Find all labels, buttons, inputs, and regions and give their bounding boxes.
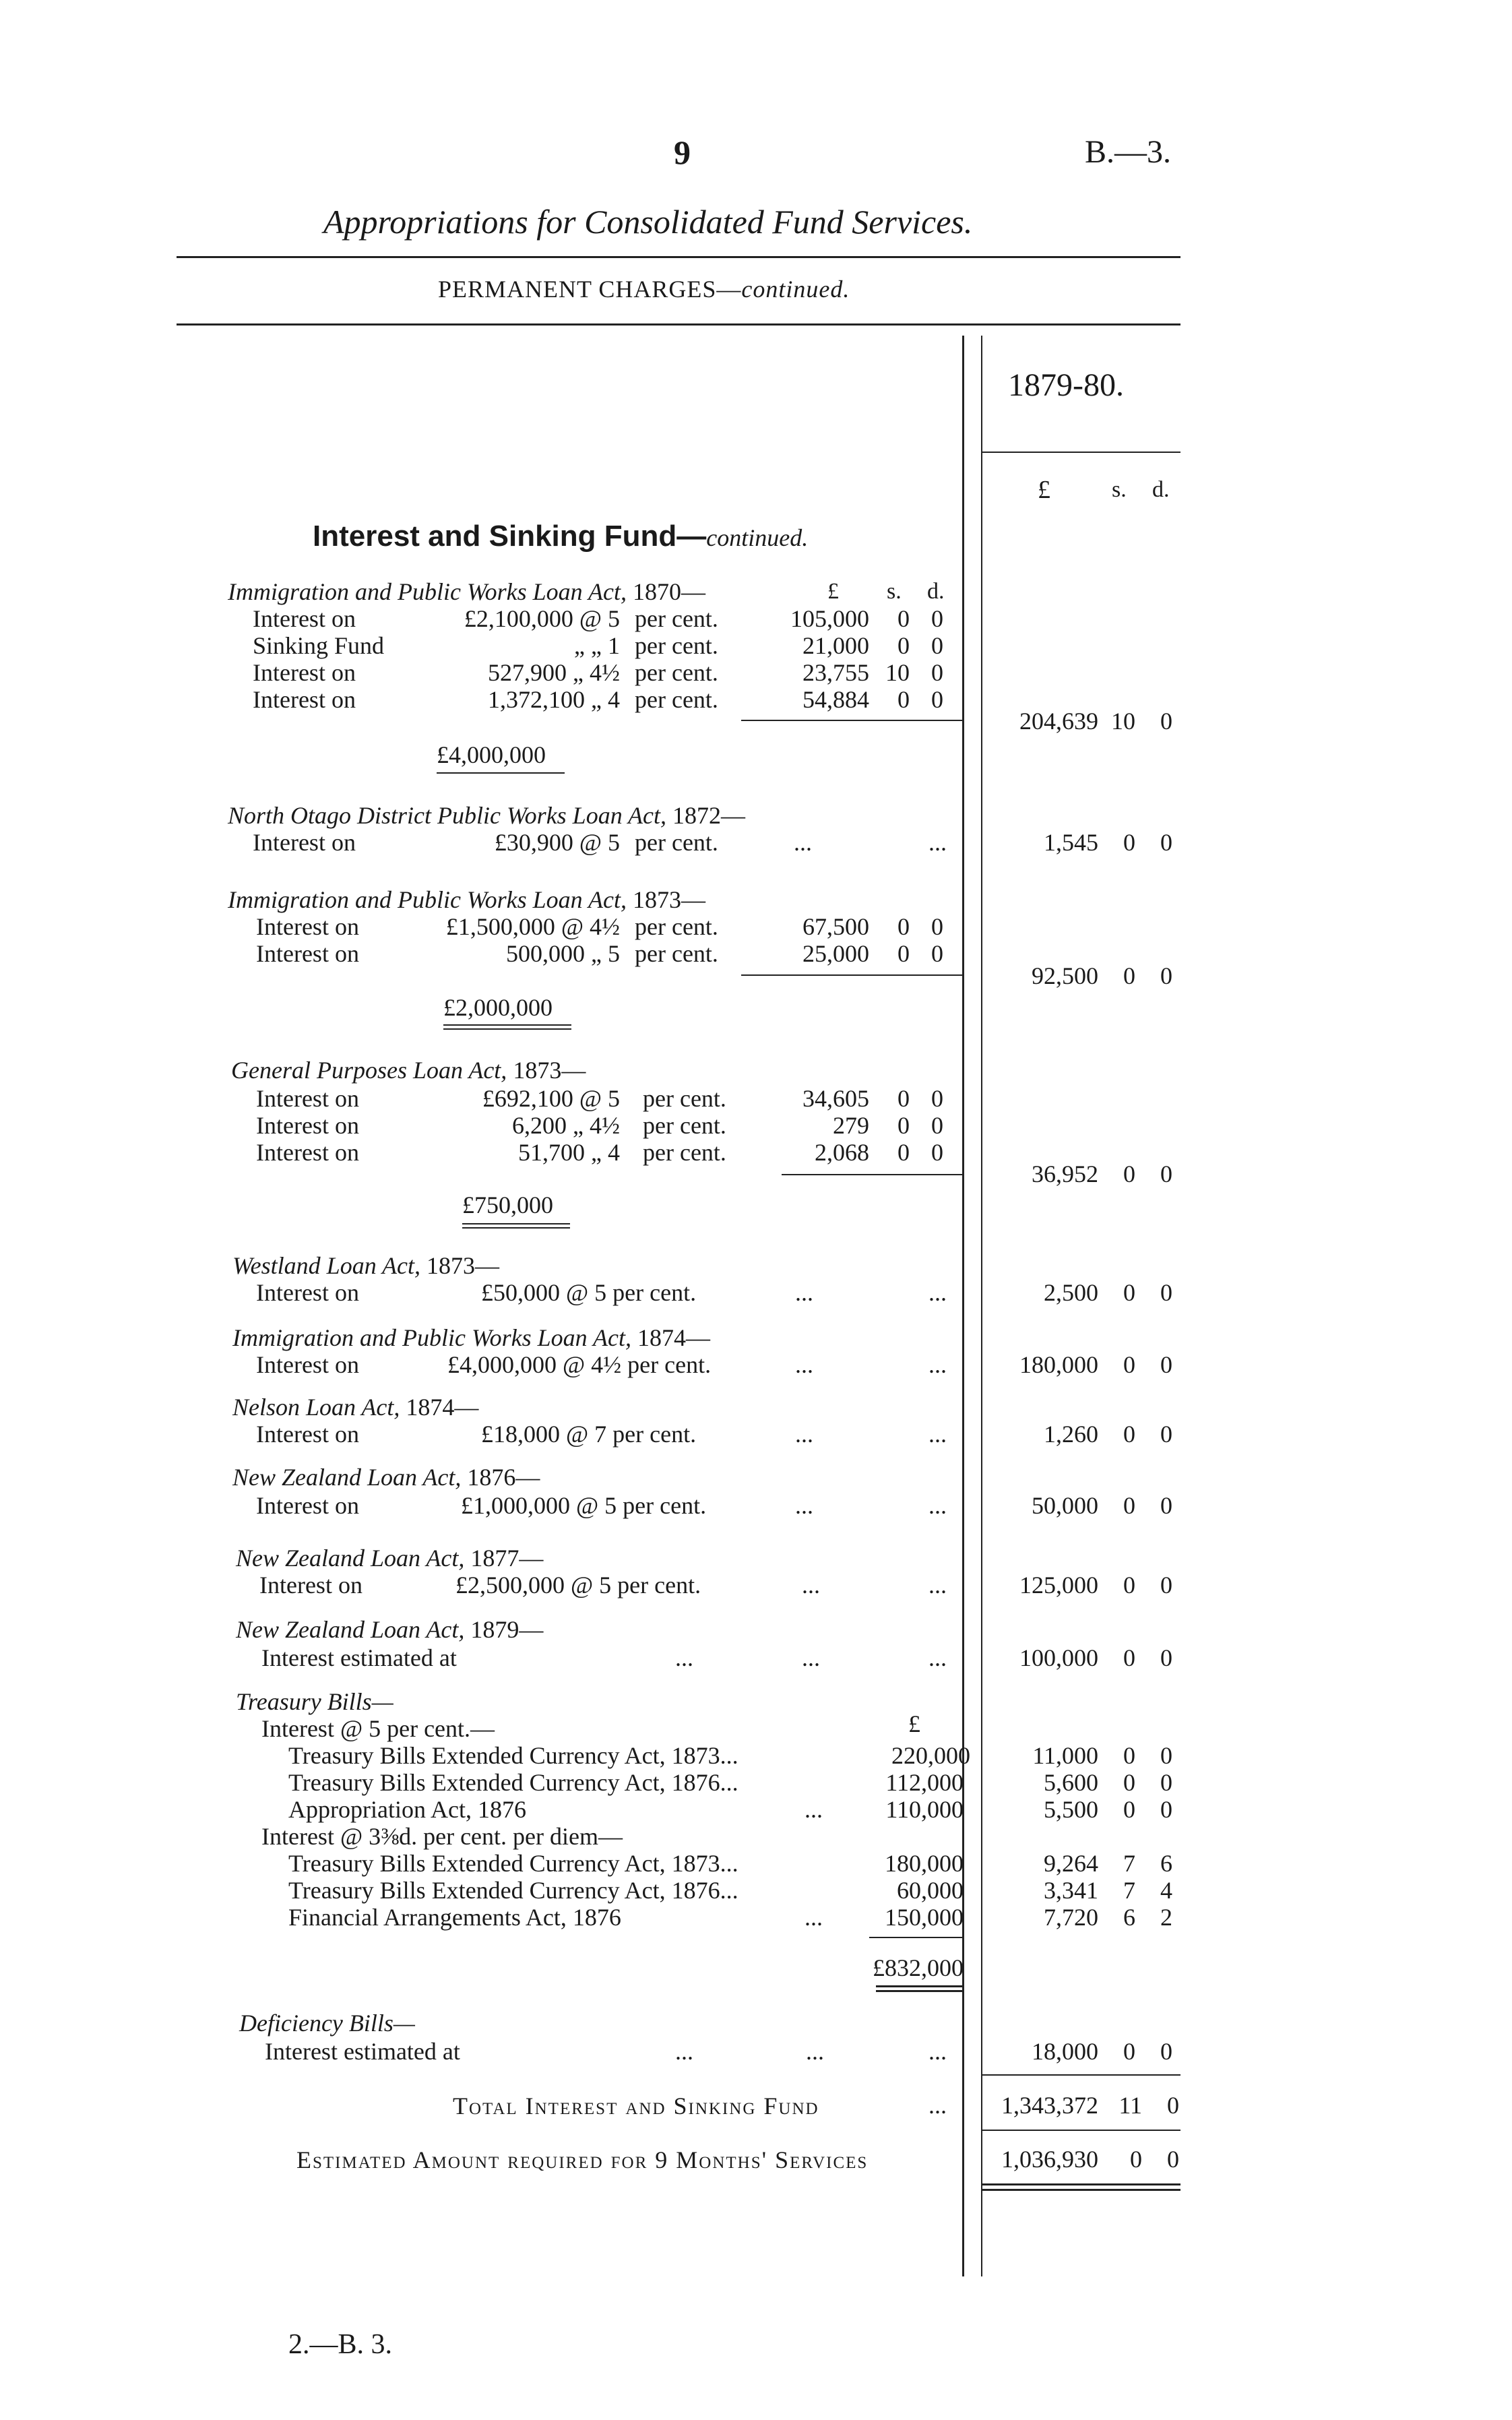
total-interest-pounds: 1,343,372	[1001, 2092, 1098, 2119]
leader-dots: ...	[806, 2038, 824, 2065]
total-capital: £4,000,000	[437, 741, 546, 768]
section-total-pounds: 125,000	[1019, 1572, 1098, 1599]
row-percent: per cent.	[635, 686, 718, 713]
estimated-amount-label: Estimated Amount required for 9 Months' Services	[296, 2146, 869, 2173]
row-label: Financial Arrangements Act, 1876	[288, 1904, 621, 1931]
leader-dots: ...	[805, 1796, 823, 1823]
unit-shilling: s.	[887, 579, 902, 604]
row-shillings: 0	[897, 1085, 910, 1112]
leader-dots: ...	[795, 1492, 813, 1519]
estimated-amount-shillings: 0	[1130, 2146, 1142, 2173]
row-shillings: 10	[885, 659, 910, 686]
row-label: Interest on	[256, 1112, 359, 1139]
treasury-subtotal-rule	[869, 1937, 964, 1938]
section-total-pounds: 92,500	[1032, 962, 1098, 989]
row-label: Interest on	[256, 1085, 359, 1112]
act-title	[232, 1324, 710, 1351]
row-capital: 112,000	[885, 1769, 964, 1796]
row-pence: 0	[1160, 1742, 1172, 1769]
unit-pound: £	[827, 579, 839, 604]
row-pounds: 34,605	[802, 1085, 869, 1112]
leader-dots: ...	[928, 2092, 947, 2119]
section-total-pounds: 2,500	[1044, 1279, 1098, 1306]
row-shillings: 0	[1123, 1769, 1135, 1796]
row-percent: per cent.	[635, 829, 718, 856]
row-pounds: 5,500	[1044, 1796, 1098, 1823]
row-shillings: 0	[897, 632, 910, 659]
section-total-pounds: 204,639	[1019, 708, 1098, 735]
act-name: New Zealand Loan Act,	[236, 1616, 465, 1643]
row-percent: per cent.	[643, 1085, 726, 1112]
title-rule	[177, 256, 1180, 258]
unit-pence: d.	[927, 579, 945, 604]
leader-dots: ...	[802, 1572, 820, 1599]
row-label: Interest on	[256, 940, 359, 967]
column-divider-right	[981, 336, 982, 2276]
act-title-nz1879	[236, 1616, 543, 1643]
row-percent: per cent.	[635, 632, 718, 659]
row-pence: 0	[931, 659, 943, 686]
act-year: 1873—	[513, 1057, 586, 1084]
act-title	[232, 1394, 478, 1421]
section-total-pence: 0	[1160, 708, 1172, 735]
act-year: 1879—	[470, 1616, 544, 1643]
act-name: Nelson Loan Act,	[232, 1394, 400, 1421]
section-total-pence: 0	[1160, 1279, 1172, 1306]
leader-dots: ...	[795, 1279, 813, 1306]
row-amount: £50,000 @ 5 per cent.	[481, 1279, 697, 1306]
row-percent: per cent.	[635, 940, 718, 967]
row-pounds: 9,264	[1044, 1850, 1098, 1877]
treasury-total-capital: £832,000	[873, 1954, 964, 1981]
grand-total-rule	[981, 2130, 1180, 2131]
row-shillings: 0	[1123, 1742, 1135, 1769]
act-name: General Purposes Loan Act,	[231, 1057, 507, 1084]
leader-dots: ...	[795, 1351, 813, 1378]
act-name: North Otago District Public Works Loan Act,	[228, 802, 667, 829]
row-label: Interest on	[256, 913, 359, 940]
act-year: 1873—	[427, 1252, 500, 1279]
row-capital: 220,000	[891, 1742, 970, 1769]
row-percent: per cent.	[643, 1112, 726, 1139]
row-shillings: 0	[897, 1139, 910, 1166]
row-label: Sinking Fund	[253, 632, 385, 659]
leader-dots: ...	[928, 1421, 947, 1448]
row-shillings: 6	[1123, 1904, 1135, 1931]
section-total-shillings: 0	[1123, 1492, 1135, 1519]
row-label: Treasury Bills Extended Currency Act, 1873...	[288, 1850, 738, 1877]
act-name: New Zealand Loan Act,	[232, 1464, 462, 1491]
section-total-pence: 0	[1160, 1421, 1172, 1448]
row-percent: per cent.	[635, 605, 718, 632]
total-capital-rule	[462, 1223, 570, 1224]
leader-dots: ...	[928, 1351, 947, 1378]
row-amount: 6,200 „ 4½	[512, 1112, 620, 1139]
section-total-pounds: 36,952	[1032, 1160, 1098, 1187]
row-label: Treasury Bills Extended Currency Act, 1876...	[288, 1769, 738, 1796]
row-amount: £4,000,000 @ 4½ per cent.	[447, 1351, 712, 1378]
section-total-shillings: 0	[1123, 2038, 1135, 2065]
leader-dots: ...	[675, 2038, 693, 2065]
act-title	[232, 1252, 499, 1279]
row-pounds: 2,068	[815, 1139, 869, 1166]
row-amount: £2,100,000 @ 5	[464, 605, 620, 632]
total-interest-pence: 0	[1167, 2092, 1179, 2119]
treasury-pound-unit: £	[908, 1710, 920, 1737]
section-total-pence: 0	[1160, 829, 1172, 856]
row-pence: 0	[931, 1085, 943, 1112]
row-shillings: 0	[897, 913, 910, 940]
row-pounds: 105,000	[790, 605, 869, 632]
estimated-double-rule	[981, 2189, 1180, 2191]
act-year: 1876—	[467, 1464, 540, 1491]
row-amount: 51,700 „ 4	[518, 1139, 620, 1166]
row-capital: 110,000	[885, 1796, 964, 1823]
document-reference: B.—3.	[1085, 134, 1172, 170]
row-label: Treasury Bills Extended Currency Act, 1873...	[288, 1742, 738, 1769]
section-total-shillings: 10	[1111, 708, 1135, 735]
row-amount: £2,500,000 @ 5 per cent.	[455, 1572, 701, 1599]
subtitle-rule	[177, 323, 1180, 325]
row-amount: 1,372,100 „ 4	[488, 686, 620, 713]
page-subtitle	[438, 275, 850, 303]
row-shillings: 7	[1123, 1877, 1135, 1904]
row-amount: £30,900 @ 5	[494, 829, 620, 856]
row-shillings: 0	[897, 1112, 910, 1139]
section-total-shillings: 0	[1123, 1351, 1135, 1378]
row-amount: 500,000 „ 5	[506, 940, 620, 967]
section-total-pence: 0	[1160, 962, 1172, 989]
section-total-shillings: 0	[1123, 1160, 1135, 1187]
row-pence: 0	[931, 1139, 943, 1166]
row-amount: £692,100 @ 5	[482, 1085, 620, 1112]
row-percent: per cent.	[635, 659, 718, 686]
column-year-rule	[981, 452, 1180, 453]
act-name: Immigration and Public Works Loan Act,	[228, 578, 627, 605]
total-capital-rule	[443, 1024, 571, 1026]
act-title	[236, 1545, 543, 1572]
row-capital: 150,000	[885, 1904, 964, 1931]
subtitle-continued: continued.	[741, 276, 850, 303]
act-name: New Zealand Loan Act,	[236, 1545, 465, 1572]
grand-total-rule	[981, 2074, 1180, 2076]
row-amount: £18,000 @ 7 per cent.	[481, 1421, 697, 1448]
act-name: Westland Loan Act,	[232, 1252, 421, 1279]
row-shillings: 0	[897, 686, 910, 713]
row-pounds: 7,720	[1044, 1904, 1098, 1931]
row-pounds: 5,600	[1044, 1769, 1098, 1796]
section-total-shillings: 0	[1123, 1279, 1135, 1306]
total-capital: £750,000	[462, 1191, 553, 1218]
leader-dots: ...	[928, 829, 947, 856]
subtitle-main: PERMANENT CHARGES—	[438, 276, 742, 303]
section-total-pence: 0	[1160, 1160, 1172, 1187]
row-pence: 0	[1160, 1769, 1172, 1796]
section-total-shillings: 0	[1123, 1421, 1135, 1448]
act-title-imm1870	[228, 578, 705, 605]
section-total-shillings: 0	[1123, 1572, 1135, 1599]
section-total-pounds: 1,545	[1044, 829, 1098, 856]
row-pence: 0	[931, 913, 943, 940]
section-heading-continued: continued.	[706, 524, 809, 551]
total-capital-rule	[443, 1028, 571, 1030]
section-total-pence: 0	[1160, 2038, 1172, 2065]
row-amount: £1,500,000 @ 4½	[445, 913, 620, 940]
leader-dots: ...	[928, 2038, 947, 2065]
row-pounds: 54,884	[802, 686, 869, 713]
row-label: Interest estimated at	[265, 2038, 460, 2065]
total-interest-shillings: 11	[1119, 2092, 1142, 2119]
subtotal-rule	[741, 720, 962, 721]
row-shillings: 0	[897, 605, 910, 632]
row-capital: 180,000	[885, 1850, 964, 1877]
section-total-pounds: 1,260	[1044, 1421, 1098, 1448]
row-label: Interest on	[259, 1572, 363, 1599]
section-total-pounds: 50,000	[1032, 1492, 1098, 1519]
row-pence: 0	[931, 1112, 943, 1139]
row-label: Interest on	[253, 686, 356, 713]
leader-dots: ...	[928, 1572, 947, 1599]
estimated-amount-pounds: 1,036,930	[1001, 2146, 1098, 2173]
estimated-amount-pence: 0	[1167, 2146, 1179, 2173]
row-shillings: 7	[1123, 1850, 1135, 1877]
deficiency-title: Deficiency Bills—	[239, 2010, 415, 2037]
section-total-shillings: 0	[1123, 962, 1135, 989]
row-label: Interest on	[256, 1351, 359, 1378]
row-pence: 6	[1160, 1850, 1172, 1877]
row-label: Interest on	[256, 1492, 359, 1519]
act-year: 1872—	[672, 802, 746, 829]
section-total-pounds: 18,000	[1032, 2038, 1098, 2065]
act-title-gen1873	[231, 1057, 586, 1084]
section-total-shillings: 0	[1123, 1644, 1135, 1671]
leader-dots: ...	[802, 1644, 820, 1671]
treasury-sub-per-diem: Interest @ 3⅜d. per cent. per diem—	[261, 1823, 623, 1850]
row-amount: „ „ 1	[574, 632, 620, 659]
footer-reference: 2.—B. 3.	[288, 2329, 393, 2360]
row-pence: 2	[1160, 1904, 1172, 1931]
act-title	[232, 1464, 540, 1491]
treasury-sub-five-percent: Interest @ 5 per cent.—	[261, 1715, 495, 1742]
row-pence: 0	[1160, 1796, 1172, 1823]
treasury-title: Treasury Bills—	[236, 1688, 393, 1715]
section-total-pounds: 180,000	[1019, 1351, 1098, 1378]
leader-dots: ...	[675, 1644, 693, 1671]
row-shillings: 0	[1123, 1796, 1135, 1823]
row-percent: per cent.	[643, 1139, 726, 1166]
row-label: Interest on	[253, 605, 356, 632]
leader-dots: ...	[928, 1492, 947, 1519]
row-pounds: 3,341	[1044, 1877, 1098, 1904]
section-heading	[313, 519, 808, 555]
row-pence: 0	[931, 686, 943, 713]
row-amount: 527,900 „ 4½	[488, 659, 620, 686]
row-pounds: 11,000	[1032, 1742, 1098, 1769]
subtotal-rule	[741, 974, 962, 976]
section-total-pence: 0	[1160, 1572, 1172, 1599]
estimated-double-rule	[981, 2183, 1180, 2185]
act-title-otago1872	[228, 802, 745, 829]
page-title: Appropriations for Consolidated Fund Services.	[323, 203, 973, 241]
row-shillings: 0	[897, 940, 910, 967]
section-total-shillings: 0	[1123, 829, 1135, 856]
row-label: Interest estimated at	[261, 1644, 457, 1671]
row-pounds: 23,755	[802, 659, 869, 686]
page-number: 9	[674, 133, 691, 171]
row-label: Interest on	[256, 1139, 359, 1166]
row-capital: 60,000	[897, 1877, 964, 1904]
row-label: Interest on	[256, 1421, 359, 1448]
subtotal-rule	[782, 1174, 962, 1175]
act-name: Immigration and Public Works Loan Act,	[232, 1324, 631, 1351]
section-total-pence: 0	[1160, 1492, 1172, 1519]
section-total-pence: 0	[1160, 1351, 1172, 1378]
leader-dots: ...	[928, 1644, 947, 1671]
row-pounds: 67,500	[802, 913, 869, 940]
row-pounds: 21,000	[802, 632, 869, 659]
act-year: 1874—	[406, 1394, 479, 1421]
leader-dots: ...	[928, 1279, 947, 1306]
treasury-total-rule	[876, 1990, 964, 1992]
leader-dots: ...	[805, 1904, 823, 1931]
row-label: Interest on	[253, 659, 356, 686]
column-unit-pound: £	[1038, 476, 1050, 504]
leader-dots: ...	[794, 829, 812, 856]
row-pounds: 279	[833, 1112, 869, 1139]
section-total-pounds: 100,000	[1019, 1644, 1098, 1671]
act-name: Immigration and Public Works Loan Act,	[228, 886, 627, 913]
section-total-pence: 0	[1160, 1644, 1172, 1671]
total-capital-rule	[437, 772, 565, 774]
row-amount: £1,000,000 @ 5 per cent.	[461, 1492, 707, 1519]
row-label: Treasury Bills Extended Currency Act, 1876...	[288, 1877, 738, 1904]
row-label: Interest on	[253, 829, 356, 856]
row-pence: 4	[1160, 1877, 1172, 1904]
treasury-total-rule	[876, 1985, 964, 1987]
column-year: 1879-80.	[1008, 367, 1124, 403]
total-interest-label: Total Interest and Sinking Fund	[453, 2092, 819, 2119]
act-year: 1870—	[633, 578, 705, 605]
leader-dots: ...	[795, 1421, 813, 1448]
act-title-imm1873	[228, 886, 705, 913]
column-unit-pence: d.	[1152, 477, 1170, 502]
row-label: Appropriation Act, 1876	[288, 1796, 526, 1823]
act-year: 1873—	[633, 886, 705, 913]
row-pence: 0	[931, 940, 943, 967]
row-label: Interest on	[256, 1279, 359, 1306]
section-heading-main: Interest and Sinking Fund—	[313, 520, 707, 553]
act-year: 1874—	[637, 1324, 710, 1351]
row-pence: 0	[931, 605, 943, 632]
column-unit-shilling: s.	[1112, 477, 1127, 502]
row-percent: per cent.	[635, 913, 718, 940]
act-year: 1877—	[470, 1545, 544, 1572]
total-capital: £2,000,000	[443, 994, 553, 1021]
row-pence: 0	[931, 632, 943, 659]
row-pounds: 25,000	[802, 940, 869, 967]
total-capital-rule	[462, 1227, 570, 1229]
